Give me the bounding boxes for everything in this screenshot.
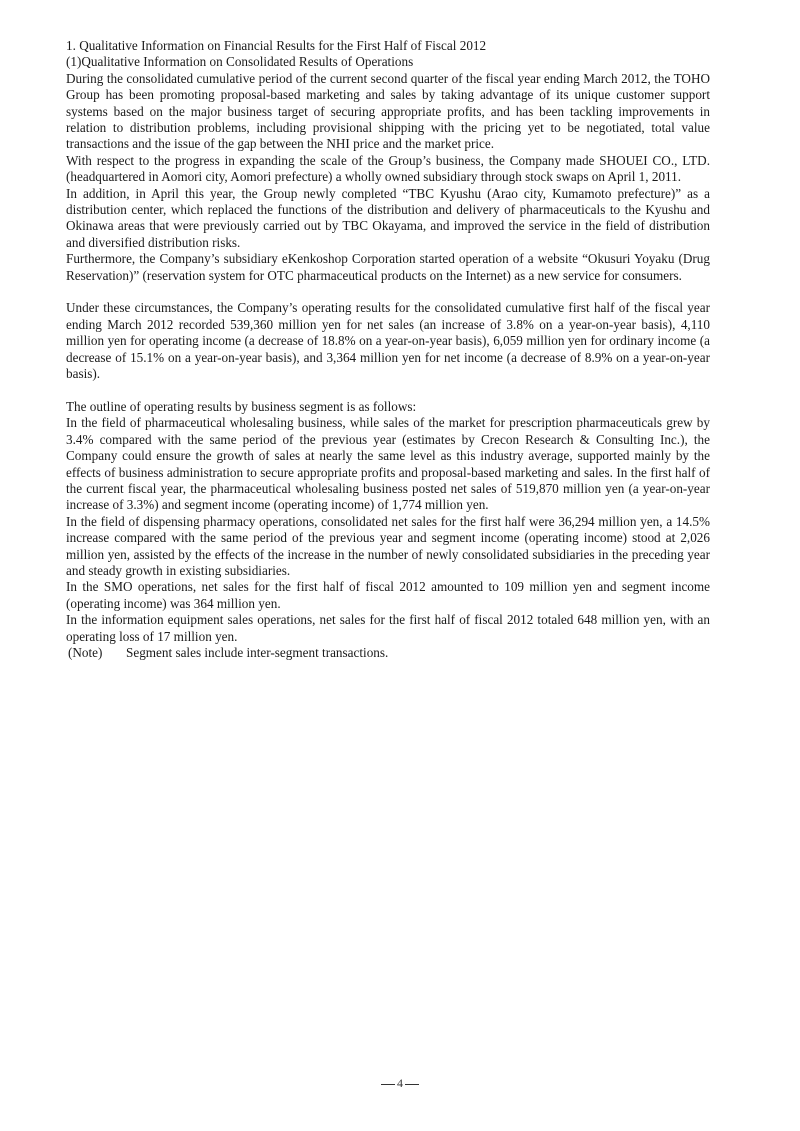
paragraph-overview: During the consolidated cumulative period of the current second quarter of the fiscal year ending March 2012, the TOHO Group has been promoting proposal-based marketing and sales by taking advantage of its unique customer support systems based on the major business target of securing appropriate profits, and has been tackling improvements in relation to distribution problems, including provisional shipping with the pricing yet to be negotiated, total value transactions and the issue of the gap between the NHI price and the market price.	[66, 70, 710, 152]
paragraph-segments-intro: The outline of operating results by business segment is as follows:	[66, 398, 417, 414]
paragraph-segment-dispensing: In the field of dispensing pharmacy operations, consolidated net sales for the first half were 36,294 million yen, a 14.5% increase compared with the same period of the previous year and segment income (operating income) stood at 2,026 million yen, assisted by the effects of the increase in the number of newly consolidated subsidiaries in the preceding year and steady growth in existing subsidiaries.	[66, 513, 710, 578]
document-page	[66, 38, 710, 661]
paragraph-ekenkoshop: Furthermore, the Company’s subsidiary eKenkoshop Corporation started operation of a website “Okusuri Yoyaku (Drug Reservation)” (reservation system for OTC pharmaceutical products on the Internet) as a new service for consumers.	[66, 251, 710, 283]
paragraph-segment-smo: In the SMO operations, net sales for the first half of fiscal 2012 amounted to 109 million yen and segment income (operating income) was 364 million yen.	[66, 579, 710, 611]
paragraph-tbc-kyushu: In addition, in April this year, the Group newly completed “TBC Kyushu (Arao city, Kumamoto prefecture)” as a distribution center, which replaced the functions of the distribution and delivery of pharmaceuticals to the Kyushu and Okinawa areas that were previously carried out by TBC Okayama, and improved the service in the field of distribution and diversified distribution risks.	[66, 185, 710, 250]
dash-left	[381, 1084, 395, 1085]
section-heading: 1. Qualitative Information on Financial Results for the First Half of Fiscal 2012	[66, 38, 487, 53]
note-text: Segment sales include inter-segment transactions.	[126, 645, 389, 660]
page-footer	[0, 1076, 800, 1091]
subsection-heading: (1)Qualitative Information on Consolidated Results of Operations	[66, 54, 414, 70]
note	[66, 645, 710, 661]
paragraph-shouei: With respect to the progress in expanding the scale of the Group’s business, the Company made SHOUEI CO., LTD. (headquartered in Aomori city, Aomori prefecture) a wholly owned subsidiary through stock swaps on April 1, 2011.	[66, 152, 710, 185]
spacer	[66, 383, 710, 399]
paragraph-segment-info-equipment: In the information equipment sales operations, net sales for the first half of fiscal 2012 totaled 648 million yen, with an operating loss of 17 million yen.	[66, 612, 710, 644]
paragraph-operating-results: Under these circumstances, the Company’s operating results for the consolidated cumulative first half of the fiscal year ending March 2012 recorded 539,360 million yen for net sales (an increase of 3.8% on a year-on-year basis), 4,110 million yen for operating income (a decrease of 18.8% on a year-on-year basis), 6,059 million yen for ordinary income (a decrease of 15.1% on a year-on-year basis), and 3,364 million yen for net income (a decrease of 8.9% on a year-on-year basis).	[66, 300, 710, 382]
page-number: 4	[397, 1076, 403, 1090]
dash-right	[405, 1084, 419, 1085]
note-label: (Note)	[68, 645, 103, 660]
paragraph-segment-wholesaling: In the field of pharmaceutical wholesaling business, while sales of the market for prescription pharmaceuticals grew by 3.4% compared with the same period of the previous year (estimates by Crecon Research & Consulting Inc.), the Company could ensure the growth of sales at nearly the same level as this industry average, supported mainly by the effects of business administration to secure appropriate profits and proposal-based marketing and sales. In the first half of the current fiscal year, the pharmaceutical wholesaling business posted net sales of 519,870 million yen (a year-on-year increase of 3.3%) and segment income (operating income) of 1,774 million yen.	[66, 415, 710, 513]
spacer	[66, 284, 710, 300]
